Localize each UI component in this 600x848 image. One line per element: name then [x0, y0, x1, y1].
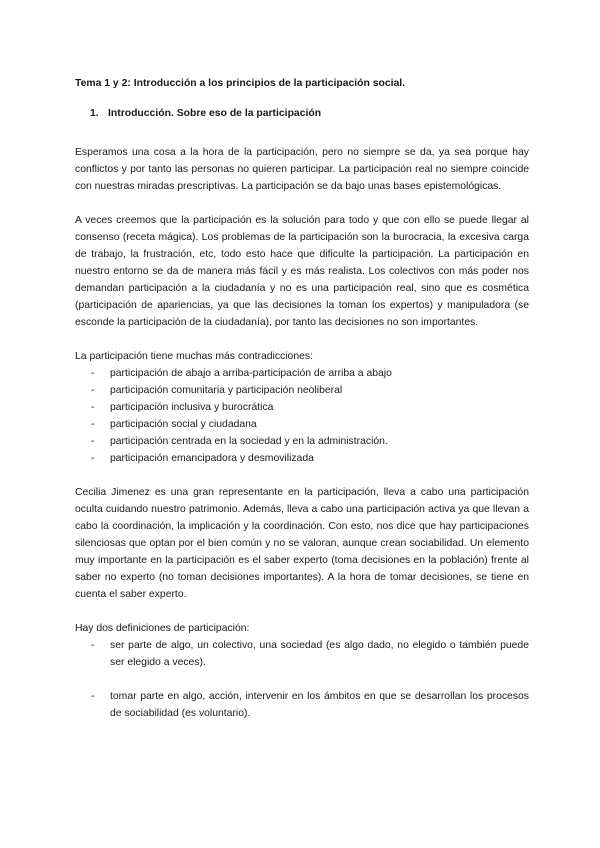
document-title: Tema 1 y 2: Introducción a los principios de la participación social. — [75, 78, 406, 89]
list-item-text: tomar parte en algo, acción, intervenir en los ámbitos en que se desarrollan los procesos de sociabilidad (es voluntario). — [110, 691, 529, 719]
document-body — [75, 75, 529, 739]
list-item-text: participación social y ciudadana — [110, 419, 257, 430]
list-item-text: participación comunitaria y participación neoliberal — [110, 385, 343, 396]
paragraph-consensus: A veces creemos que la participación es la solución para todo y que con ello se puede llegar al consenso (receta mágica). Los problemas de la participación son la burocracia, la excesiva carga de trabajo, la frustración, etc, todo esto hace que dificulte la participación. La participación en nuestro entorno se da de manera más fácil y es más realista. Los colectivos con más poder nos demandan participación a la ciudadanía y no es una participación real, sino que es cosmética (participación de apariencias, ya que las decisiones la toman los expertos) y manipuladora (se esconde la participación de la ciudadanía), por tanto las decisiones no son importantes. — [75, 215, 529, 328]
section-number: 1. — [90, 108, 99, 119]
list-item-text: participación inclusiva y burocrática — [110, 402, 274, 413]
list-item-text: participación de abajo a arriba-participación de arriba a abajo — [110, 368, 392, 379]
dash-bullet: - — [91, 385, 95, 396]
paragraph-expectations: Esperamos una cosa a la hora de la participación, pero no siempre se da, ya sea porque hay conflictos y por tanto las personas no quieren participar. La participación real no siempre coincide con nuestras miradas prescriptivas. La participación se da bajo unas bases epistemológicas. — [75, 147, 529, 192]
list-item — [75, 382, 529, 399]
list-item-text: ser parte de algo, un colectivo, una sociedad (es algo dado, no elegido o también puede ser elegido a veces). — [110, 640, 529, 668]
contradictions-list — [75, 365, 529, 467]
list-item — [75, 365, 529, 382]
dash-bullet: - — [91, 453, 95, 464]
list-item — [75, 416, 529, 433]
list-item-text: participación centrada en la sociedad y en la administración. — [110, 436, 388, 447]
definitions-intro: Hay dos definiciones de participación: — [75, 623, 250, 634]
list-item — [75, 688, 529, 722]
dash-bullet: - — [91, 402, 95, 413]
list-item — [75, 399, 529, 416]
section-heading — [75, 105, 529, 122]
list-item — [75, 433, 529, 450]
list-item — [75, 450, 529, 467]
contradictions-intro: La participación tiene muchas más contradicciones: — [75, 351, 313, 362]
paragraph-cecilia: Cecilia Jimenez es una gran representante en la participación, lleva a cabo una participación oculta cuidando nuestro patrimonio. Además, lleva a cabo una participación activa ya que llevan a cabo la coordinación, la implicación y la coordinación. Con esto, nos dice que hay participaciones silenciosas que optan por el bien común y no se valoran, aunque crean sociabilidad. Un elemento muy importante en la participación es el saber experto (toma decisiones en la población) frente al saber no experto (no toman decisiones importantes). A la hora de tomar decisiones, se tiene en cuenta el saber experto. — [75, 487, 529, 600]
definitions-list — [75, 637, 529, 722]
dash-bullet: - — [91, 368, 95, 379]
dash-bullet: - — [91, 436, 95, 447]
section-heading-text: Introducción. Sobre eso de la participación — [108, 108, 322, 119]
dash-bullet: - — [91, 640, 95, 651]
list-item-text: participación emancipadora y desmovilizada — [110, 453, 314, 464]
dash-bullet: - — [91, 419, 95, 430]
list-item — [75, 637, 529, 671]
dash-bullet: - — [91, 691, 95, 702]
